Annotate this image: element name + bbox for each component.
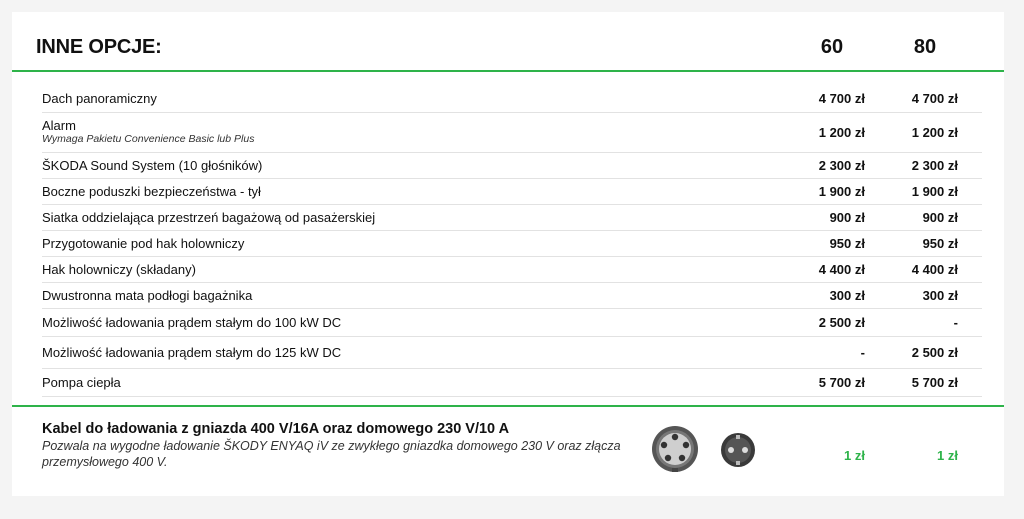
option-label: ŠKODA Sound System (10 głośników) [42,157,263,173]
option-label: Alarm [42,118,76,133]
price-60: 5 700 zł [818,374,865,390]
table-row [42,204,982,231]
option-label: Siatka oddzielająca przestrzeń bagażową od pasażerskiej [42,209,376,225]
price-60: 300 zł [829,287,865,303]
price-80: 900 zł [922,209,958,225]
price-80: 1 200 zł [911,124,958,140]
price-60: 4 400 zł [818,261,865,277]
industrial-socket-icon [650,424,700,474]
table-row [42,256,982,283]
option-label: Możliwość ładowania prądem stałym do 100 kW DC [42,314,342,330]
price-80: 300 zł [922,287,958,303]
column-header-60: 60 [820,36,844,58]
price-60: 2 300 zł [818,157,865,173]
cable-description: Pozwala na wygodne ładowanie ŠKODY ENYAQ iV ze zwykłego gniazdka domowego 230 V oraz złącza przemysłowego 400 V. [42,439,621,469]
table-row [42,282,982,309]
option-label: Hak holowniczy (składany) [42,261,196,277]
table-row [42,368,982,397]
charging-cable-row [42,420,982,484]
option-label: Przygotowanie pod hak holowniczy [42,235,245,251]
options-card [12,12,1004,496]
price-60: 900 zł [829,209,865,225]
table-row [42,230,982,257]
price-60: - [860,344,865,360]
cable-title: Kabel do ładowania z gniazda 400 V/16A oraz domowego 230 V/10 A [42,421,510,437]
price-60: 1 200 zł [818,124,865,140]
option-label: Pompa ciepła [42,374,121,390]
price-60: 1 900 zł [818,183,865,199]
option-label: Możliwość ładowania prądem stałym do 125 kW DC [42,344,342,360]
table-row [42,178,982,205]
table-row [42,112,982,153]
price-60: 950 zł [829,235,865,251]
table-row [42,84,982,113]
price-80: 4 700 zł [911,90,958,106]
price-80: - [953,314,958,330]
column-header-80: 80 [913,36,937,58]
cable-price-60: 1 zł [844,448,865,463]
price-80: 4 400 zł [911,261,958,277]
header-divider [12,70,1004,72]
household-plug-icon [720,432,756,468]
price-80: 950 zł [922,235,958,251]
price-60: 2 500 zł [818,314,865,330]
footer-divider [12,405,1004,407]
price-80: 5 700 zł [911,374,958,390]
option-label: Boczne poduszki bezpieczeństwa - tył [42,183,261,199]
table-row [42,336,982,369]
cable-price-80: 1 zł [937,448,958,463]
price-80: 1 900 zł [911,183,958,199]
option-note: Wymaga Pakietu Convenience Basic lub Plus [42,133,255,145]
section-title: INNE OPCJE: [36,36,162,58]
table-row [42,152,982,179]
price-60: 4 700 zł [818,90,865,106]
table-row [42,308,982,337]
option-label: Dach panoramiczny [42,90,157,106]
option-label: Dwustronna mata podłogi bagażnika [42,287,253,303]
price-80: 2 300 zł [911,157,958,173]
price-80: 2 500 zł [911,344,958,360]
